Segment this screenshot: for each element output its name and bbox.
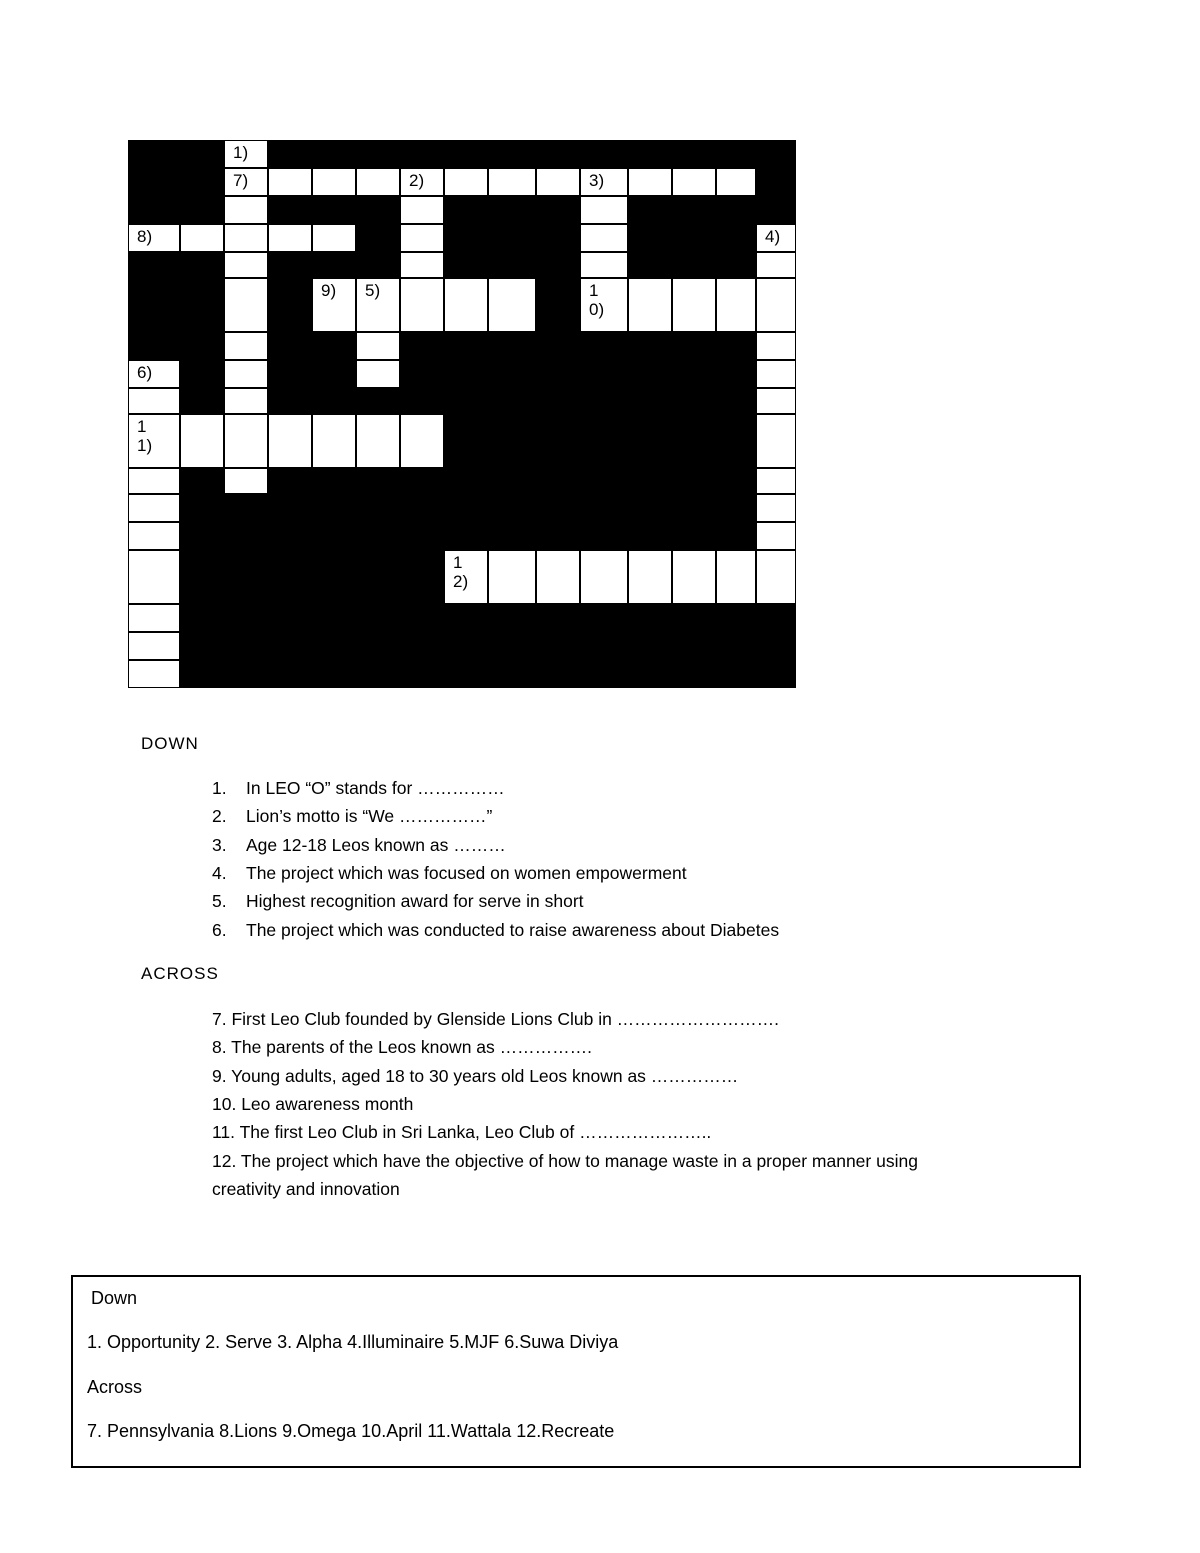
across-clue: 8. The parents of the Leos known as ……………. xyxy=(212,1037,593,1057)
grid-cell[interactable] xyxy=(536,550,580,604)
grid-cell[interactable] xyxy=(628,550,672,604)
grid-cell[interactable] xyxy=(444,168,488,196)
grid-cell[interactable] xyxy=(180,414,224,468)
grid-cell[interactable] xyxy=(180,224,224,252)
grid-cell[interactable] xyxy=(580,550,628,604)
grid-cell[interactable] xyxy=(224,360,268,388)
grid-cell[interactable] xyxy=(400,414,444,468)
grid-cell[interactable] xyxy=(400,168,444,196)
down-clue xyxy=(212,863,687,884)
grid-cell[interactable] xyxy=(580,252,628,278)
grid-cell[interactable] xyxy=(268,168,312,196)
grid-cell[interactable] xyxy=(128,604,180,632)
grid-cell[interactable] xyxy=(224,388,268,414)
grid-cell[interactable] xyxy=(224,252,268,278)
across-clue: 11. The first Leo Club in Sri Lanka, Leo Club of ………………….. xyxy=(212,1122,712,1142)
grid-cell[interactable] xyxy=(756,414,796,468)
clue-number: 12) xyxy=(453,553,469,591)
grid-cell[interactable] xyxy=(580,196,628,224)
grid-cell[interactable] xyxy=(756,224,796,252)
across-clue: 7. First Leo Club founded by Glenside Lions Club in ………………………. xyxy=(212,1009,780,1029)
grid-cell[interactable] xyxy=(224,224,268,252)
across-clue-continuation: creativity and innovation xyxy=(212,1179,400,1199)
answer-down-heading: Down xyxy=(91,1288,138,1308)
across-clue: 10. Leo awareness month xyxy=(212,1094,414,1114)
grid-cell[interactable] xyxy=(488,278,536,332)
grid-cell[interactable] xyxy=(756,494,796,522)
grid-cell[interactable] xyxy=(756,332,796,360)
grid-cell[interactable] xyxy=(128,522,180,550)
grid-cell[interactable] xyxy=(128,494,180,522)
clue-number: 11) xyxy=(137,417,153,455)
clue-text: Age 12-18 Leos known as ……… xyxy=(246,835,506,855)
grid-cell[interactable] xyxy=(312,168,356,196)
down-clue xyxy=(212,778,505,799)
grid-cell[interactable] xyxy=(536,168,580,196)
grid-cell[interactable] xyxy=(224,332,268,360)
clue-index: 3. xyxy=(212,835,227,855)
clue-text: Highest recognition award for serve in short xyxy=(246,891,584,911)
clue-index: 5. xyxy=(212,891,227,911)
clue-index: 2. xyxy=(212,806,227,826)
grid-cell[interactable] xyxy=(356,332,400,360)
clue-number: 9) xyxy=(321,281,337,300)
clue-number: 8) xyxy=(137,227,153,246)
grid-cell[interactable] xyxy=(400,224,444,252)
across-clue: 12. The project which have the objective of how to manage waste in a proper manner using xyxy=(212,1151,918,1171)
answer-down-line: 1. Opportunity 2. Serve 3. Alpha 4.Illuminaire 5.MJF 6.Suwa Diviya xyxy=(87,1332,619,1352)
grid-cell[interactable] xyxy=(128,360,180,388)
grid-cell[interactable] xyxy=(628,278,672,332)
grid-cell[interactable] xyxy=(224,278,268,332)
grid-cell[interactable] xyxy=(672,550,716,604)
grid-cell[interactable] xyxy=(356,168,400,196)
grid-cell[interactable] xyxy=(628,168,672,196)
clue-number: 10) xyxy=(589,281,605,319)
grid-cell[interactable] xyxy=(756,550,796,604)
clue-number: 5) xyxy=(365,281,381,300)
answer-across-heading: Across xyxy=(87,1377,143,1397)
grid-cell[interactable] xyxy=(756,522,796,550)
clue-text: The project which was focused on women empowerment xyxy=(246,863,687,883)
across-heading: ACROSS xyxy=(141,964,219,983)
grid-cell[interactable] xyxy=(128,660,180,688)
grid-cell[interactable] xyxy=(312,278,356,332)
across-clue: 9. Young adults, aged 18 to 30 years old Leos known as …………… xyxy=(212,1066,739,1086)
down-clue xyxy=(212,920,779,941)
grid-cell[interactable] xyxy=(224,196,268,224)
grid-cell[interactable] xyxy=(400,278,444,332)
grid-cell[interactable] xyxy=(716,168,756,196)
clue-number: 4) xyxy=(765,227,781,246)
grid-cell[interactable] xyxy=(756,468,796,494)
clue-number: 1) xyxy=(233,143,249,162)
grid-cell[interactable] xyxy=(488,550,536,604)
clue-number: 3) xyxy=(589,171,605,190)
grid-cell[interactable] xyxy=(268,224,312,252)
grid-cell[interactable] xyxy=(580,224,628,252)
down-clue xyxy=(212,835,506,856)
grid-cell[interactable] xyxy=(756,252,796,278)
clue-text: In LEO “O” stands for …………… xyxy=(246,778,505,798)
grid-cell[interactable] xyxy=(128,224,180,252)
grid-cell[interactable] xyxy=(224,168,268,196)
grid-cell[interactable] xyxy=(716,278,756,332)
grid-cell[interactable] xyxy=(580,168,628,196)
clue-index: 1. xyxy=(212,778,227,798)
grid-cell[interactable] xyxy=(356,360,400,388)
down-heading: DOWN xyxy=(141,734,199,753)
grid-cell[interactable] xyxy=(224,140,268,168)
down-clue xyxy=(212,891,584,912)
grid-cell[interactable] xyxy=(224,414,268,468)
grid-cell[interactable] xyxy=(756,388,796,414)
grid-cell[interactable] xyxy=(128,414,180,468)
grid-cell[interactable] xyxy=(312,414,356,468)
grid-cell[interactable] xyxy=(716,550,756,604)
grid-cell[interactable] xyxy=(356,414,400,468)
answer-key-box xyxy=(71,1275,1081,1468)
grid-cell[interactable] xyxy=(128,550,180,604)
grid-cell[interactable] xyxy=(672,168,716,196)
clue-index: 4. xyxy=(212,863,227,883)
clue-text: The project which was conducted to raise awareness about Diabetes xyxy=(246,920,780,940)
clue-number: 6) xyxy=(137,363,153,382)
clue-index: 6. xyxy=(212,920,227,940)
grid-cell[interactable] xyxy=(312,224,356,252)
grid-cell[interactable] xyxy=(756,278,796,332)
grid-cell[interactable] xyxy=(444,278,488,332)
grid-cell[interactable] xyxy=(672,278,716,332)
clue-text: Lion’s motto is “We ……………” xyxy=(246,806,493,826)
clue-number: 7) xyxy=(233,171,249,190)
grid-cell[interactable] xyxy=(400,252,444,278)
grid-cell[interactable] xyxy=(488,168,536,196)
grid-cell[interactable] xyxy=(756,360,796,388)
crossword-grid xyxy=(128,140,796,688)
grid-cell[interactable] xyxy=(224,468,268,494)
grid-cell[interactable] xyxy=(356,278,400,332)
clue-number: 2) xyxy=(409,171,425,190)
grid-cell[interactable] xyxy=(268,414,312,468)
grid-cell[interactable] xyxy=(400,196,444,224)
grid-cell[interactable] xyxy=(580,278,628,332)
grid-cell[interactable] xyxy=(128,632,180,660)
answer-across-line: 7. Pennsylvania 8.Lions 9.Omega 10.April 11.Wattala 12.Recreate xyxy=(87,1421,615,1441)
grid-cell[interactable] xyxy=(444,550,488,604)
grid-cell[interactable] xyxy=(128,388,180,414)
grid-cell[interactable] xyxy=(128,468,180,494)
down-clue xyxy=(212,806,492,827)
